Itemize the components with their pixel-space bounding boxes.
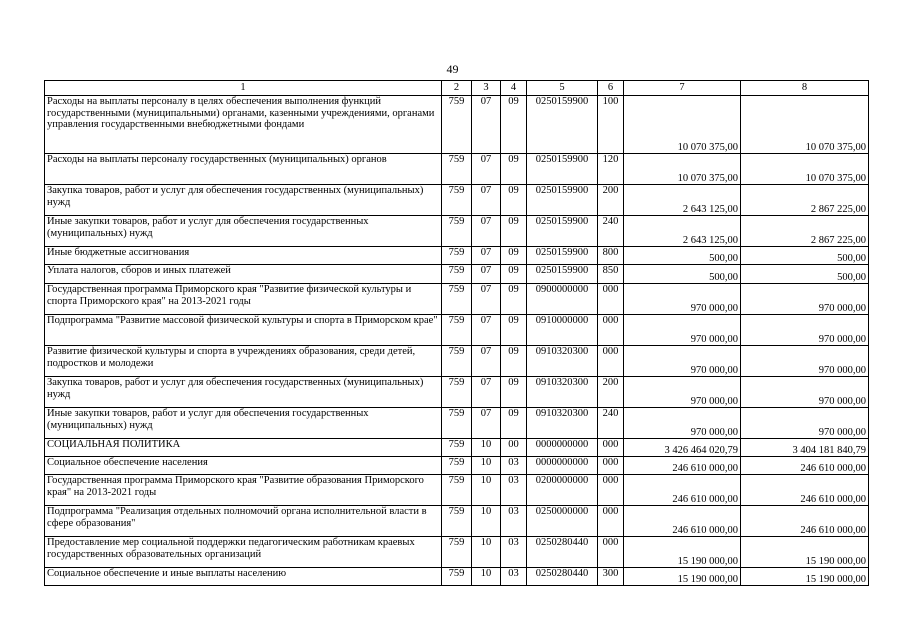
row-target-code: 0250280440 bbox=[527, 537, 598, 568]
table-row bbox=[45, 506, 869, 537]
row-expense-type: 120 bbox=[598, 154, 624, 185]
row-expense-type: 850 bbox=[598, 265, 624, 284]
row-name: Государственная программа Приморского края "Развитие физической культуры и спорта Приморского края" на 2013-2021 годы bbox=[45, 284, 442, 315]
row-subsection-code: 03 bbox=[501, 475, 527, 506]
row-name: Государственная программа Приморского края "Развитие образования Приморского края" на 2013-2021 годы bbox=[45, 475, 442, 506]
row-subsection-code: 09 bbox=[501, 247, 527, 265]
table-row bbox=[45, 537, 869, 568]
table-row bbox=[45, 346, 869, 377]
row-ministry-code: 759 bbox=[442, 315, 472, 346]
row-name: Социальное обеспечение и иные выплаты населению bbox=[45, 568, 442, 586]
row-expense-type: 000 bbox=[598, 346, 624, 377]
row-subsection-code: 09 bbox=[501, 265, 527, 284]
row-amount-2: 970 000,00 bbox=[741, 346, 869, 377]
row-amount-1: 3 426 464 020,79 bbox=[624, 439, 741, 457]
row-amount-1: 246 610 000,00 bbox=[624, 475, 741, 506]
row-section-code: 10 bbox=[472, 506, 501, 537]
row-name: Подпрограмма "Развитие массовой физической культуры и спорта в Приморском крае" bbox=[45, 315, 442, 346]
row-target-code: 0910000000 bbox=[527, 315, 598, 346]
header-cell: 3 bbox=[472, 81, 501, 96]
row-subsection-code: 09 bbox=[501, 408, 527, 439]
row-amount-2: 3 404 181 840,79 bbox=[741, 439, 869, 457]
row-name: Развитие физической культуры и спорта в учреждениях образования, среди детей, подростков и молодежи bbox=[45, 346, 442, 377]
row-subsection-code: 09 bbox=[501, 284, 527, 315]
row-expense-type: 000 bbox=[598, 457, 624, 475]
row-target-code: 0250159900 bbox=[527, 154, 598, 185]
row-expense-type: 200 bbox=[598, 377, 624, 408]
row-ministry-code: 759 bbox=[442, 265, 472, 284]
row-target-code: 0910320300 bbox=[527, 346, 598, 377]
row-expense-type: 000 bbox=[598, 284, 624, 315]
row-target-code: 0250159900 bbox=[527, 216, 598, 247]
row-target-code: 0910320300 bbox=[527, 377, 598, 408]
row-amount-2: 15 190 000,00 bbox=[741, 537, 869, 568]
table-row bbox=[45, 216, 869, 247]
row-amount-2: 10 070 375,00 bbox=[741, 96, 869, 154]
row-section-code: 07 bbox=[472, 96, 501, 154]
row-amount-1: 970 000,00 bbox=[624, 284, 741, 315]
row-subsection-code: 09 bbox=[501, 185, 527, 216]
row-ministry-code: 759 bbox=[442, 96, 472, 154]
budget-table bbox=[44, 80, 869, 586]
row-ministry-code: 759 bbox=[442, 475, 472, 506]
row-name: Иные закупки товаров, работ и услуг для обеспечения государственных (муниципальных) нужд bbox=[45, 216, 442, 247]
row-target-code: 0910320300 bbox=[527, 408, 598, 439]
row-amount-1: 10 070 375,00 bbox=[624, 96, 741, 154]
row-name: Расходы на выплаты персоналу в целях обеспечения выполнения функций государственными (муниципальными) органами, казенными учреждениями, органами управления государственными внебюджетными фондами bbox=[45, 96, 442, 154]
row-subsection-code: 09 bbox=[501, 315, 527, 346]
row-ministry-code: 759 bbox=[442, 284, 472, 315]
row-amount-2: 2 867 225,00 bbox=[741, 185, 869, 216]
row-amount-1: 15 190 000,00 bbox=[624, 568, 741, 586]
row-amount-1: 500,00 bbox=[624, 247, 741, 265]
row-amount-2: 246 610 000,00 bbox=[741, 506, 869, 537]
page-number: 49 bbox=[446, 62, 459, 76]
row-section-code: 07 bbox=[472, 284, 501, 315]
row-amount-1: 246 610 000,00 bbox=[624, 457, 741, 475]
header-cell: 1 bbox=[45, 81, 442, 96]
row-expense-type: 000 bbox=[598, 439, 624, 457]
row-expense-type: 800 bbox=[598, 247, 624, 265]
row-amount-2: 246 610 000,00 bbox=[741, 457, 869, 475]
row-section-code: 07 bbox=[472, 346, 501, 377]
row-amount-1: 500,00 bbox=[624, 265, 741, 284]
row-expense-type: 000 bbox=[598, 537, 624, 568]
header-cell: 5 bbox=[527, 81, 598, 96]
row-section-code: 10 bbox=[472, 537, 501, 568]
row-section-code: 07 bbox=[472, 247, 501, 265]
row-name: Подпрограмма "Реализация отдельных полномочий органа исполнительной власти в сфере образования" bbox=[45, 506, 442, 537]
row-target-code: 0900000000 bbox=[527, 284, 598, 315]
row-subsection-code: 03 bbox=[501, 568, 527, 586]
row-section-code: 10 bbox=[472, 439, 501, 457]
row-ministry-code: 759 bbox=[442, 568, 472, 586]
row-ministry-code: 759 bbox=[442, 506, 472, 537]
row-name: Иные закупки товаров, работ и услуг для обеспечения государственных (муниципальных) нужд bbox=[45, 408, 442, 439]
row-name: Расходы на выплаты персоналу государственных (муниципальных) органов bbox=[45, 154, 442, 185]
row-ministry-code: 759 bbox=[442, 247, 472, 265]
row-name: Закупка товаров, работ и услуг для обеспечения государственных (муниципальных) нужд bbox=[45, 377, 442, 408]
row-expense-type: 000 bbox=[598, 315, 624, 346]
row-amount-1: 2 643 125,00 bbox=[624, 216, 741, 247]
row-name: Предоставление мер социальной поддержки педагогическим работникам краевых государственных образовательных организаций bbox=[45, 537, 442, 568]
row-expense-type: 240 bbox=[598, 216, 624, 247]
row-amount-1: 970 000,00 bbox=[624, 408, 741, 439]
row-section-code: 07 bbox=[472, 154, 501, 185]
row-section-code: 10 bbox=[472, 475, 501, 506]
table-row bbox=[45, 247, 869, 265]
row-expense-type: 200 bbox=[598, 185, 624, 216]
header-row bbox=[45, 81, 869, 96]
row-expense-type: 300 bbox=[598, 568, 624, 586]
row-amount-2: 500,00 bbox=[741, 247, 869, 265]
row-name: Уплата налогов, сборов и иных платежей bbox=[45, 265, 442, 284]
row-name: СОЦИАЛЬНАЯ ПОЛИТИКА bbox=[45, 439, 442, 457]
row-section-code: 07 bbox=[472, 265, 501, 284]
table-row bbox=[45, 408, 869, 439]
table-row bbox=[45, 284, 869, 315]
header-cell: 2 bbox=[442, 81, 472, 96]
row-target-code: 0250159900 bbox=[527, 96, 598, 154]
row-ministry-code: 759 bbox=[442, 377, 472, 408]
row-target-code: 0000000000 bbox=[527, 439, 598, 457]
row-amount-2: 500,00 bbox=[741, 265, 869, 284]
table-row bbox=[45, 96, 869, 154]
row-amount-2: 10 070 375,00 bbox=[741, 154, 869, 185]
row-ministry-code: 759 bbox=[442, 457, 472, 475]
table-row bbox=[45, 439, 869, 457]
row-amount-1: 970 000,00 bbox=[624, 346, 741, 377]
row-subsection-code: 09 bbox=[501, 216, 527, 247]
row-name: Иные бюджетные ассигнования bbox=[45, 247, 442, 265]
row-amount-2: 970 000,00 bbox=[741, 284, 869, 315]
row-amount-1: 246 610 000,00 bbox=[624, 506, 741, 537]
row-name: Социальное обеспечение населения bbox=[45, 457, 442, 475]
row-amount-2: 970 000,00 bbox=[741, 377, 869, 408]
row-subsection-code: 03 bbox=[501, 537, 527, 568]
row-subsection-code: 09 bbox=[501, 96, 527, 154]
row-ministry-code: 759 bbox=[442, 537, 472, 568]
row-amount-1: 970 000,00 bbox=[624, 315, 741, 346]
row-target-code: 0250280440 bbox=[527, 568, 598, 586]
row-target-code: 0000000000 bbox=[527, 457, 598, 475]
row-subsection-code: 03 bbox=[501, 457, 527, 475]
row-amount-2: 970 000,00 bbox=[741, 315, 869, 346]
table-row bbox=[45, 568, 869, 586]
row-ministry-code: 759 bbox=[442, 216, 472, 247]
header-cell: 7 bbox=[624, 81, 741, 96]
row-target-code: 0250159900 bbox=[527, 185, 598, 216]
row-ministry-code: 759 bbox=[442, 408, 472, 439]
row-amount-1: 15 190 000,00 bbox=[624, 537, 741, 568]
row-name: Закупка товаров, работ и услуг для обеспечения государственных (муниципальных) нужд bbox=[45, 185, 442, 216]
row-subsection-code: 09 bbox=[501, 346, 527, 377]
row-target-code: 0250159900 bbox=[527, 265, 598, 284]
row-ministry-code: 759 bbox=[442, 346, 472, 377]
table-row bbox=[45, 185, 869, 216]
row-section-code: 07 bbox=[472, 185, 501, 216]
header-cell: 8 bbox=[741, 81, 869, 96]
row-target-code: 0200000000 bbox=[527, 475, 598, 506]
row-expense-type: 240 bbox=[598, 408, 624, 439]
table-row bbox=[45, 154, 869, 185]
row-expense-type: 000 bbox=[598, 475, 624, 506]
row-subsection-code: 09 bbox=[501, 154, 527, 185]
row-expense-type: 000 bbox=[598, 506, 624, 537]
row-target-code: 0250000000 bbox=[527, 506, 598, 537]
row-section-code: 07 bbox=[472, 216, 501, 247]
row-ministry-code: 759 bbox=[442, 439, 472, 457]
row-expense-type: 100 bbox=[598, 96, 624, 154]
row-ministry-code: 759 bbox=[442, 154, 472, 185]
row-ministry-code: 759 bbox=[442, 185, 472, 216]
table-row bbox=[45, 377, 869, 408]
row-section-code: 07 bbox=[472, 315, 501, 346]
row-amount-2: 2 867 225,00 bbox=[741, 216, 869, 247]
row-amount-1: 970 000,00 bbox=[624, 377, 741, 408]
row-amount-1: 2 643 125,00 bbox=[624, 185, 741, 216]
header-cell: 6 bbox=[598, 81, 624, 96]
row-section-code: 10 bbox=[472, 457, 501, 475]
row-section-code: 07 bbox=[472, 377, 501, 408]
row-amount-2: 246 610 000,00 bbox=[741, 475, 869, 506]
row-section-code: 07 bbox=[472, 408, 501, 439]
row-subsection-code: 00 bbox=[501, 439, 527, 457]
table-row bbox=[45, 457, 869, 475]
row-subsection-code: 09 bbox=[501, 377, 527, 408]
row-amount-2: 970 000,00 bbox=[741, 408, 869, 439]
header-cell: 4 bbox=[501, 81, 527, 96]
table-row bbox=[45, 475, 869, 506]
table-row bbox=[45, 315, 869, 346]
row-amount-1: 10 070 375,00 bbox=[624, 154, 741, 185]
row-amount-2: 15 190 000,00 bbox=[741, 568, 869, 586]
row-section-code: 10 bbox=[472, 568, 501, 586]
row-subsection-code: 03 bbox=[501, 506, 527, 537]
row-target-code: 0250159900 bbox=[527, 247, 598, 265]
table-row bbox=[45, 265, 869, 284]
